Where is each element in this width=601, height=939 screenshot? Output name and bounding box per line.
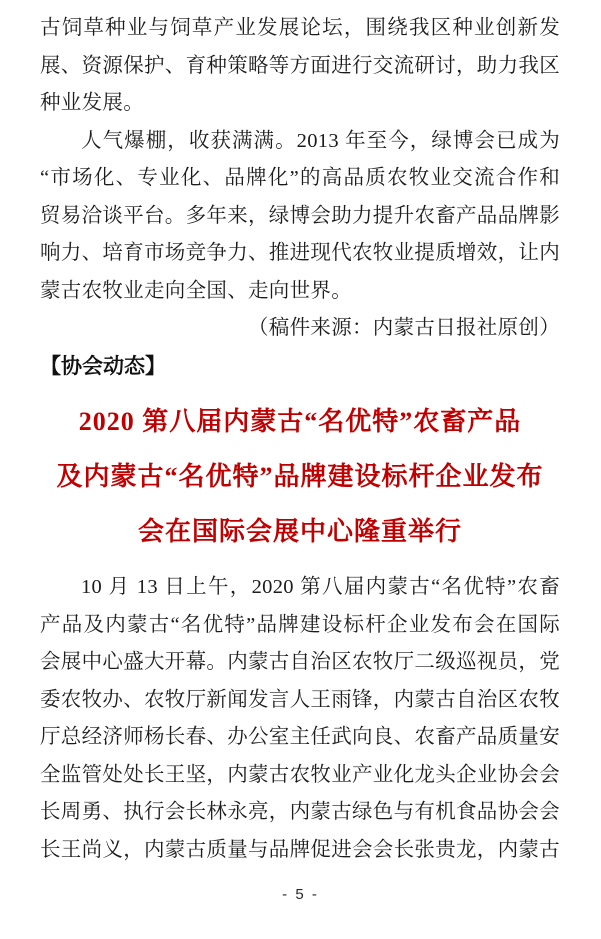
- paragraph3-line: 长王尚义，内蒙古质量与品牌促进会会长张贵龙，内蒙古: [40, 838, 560, 861]
- paragraph2-line: 人气爆棚，收获满满。2013 年至今，绿博会已成为: [81, 129, 560, 152]
- paragraph1-line: 种业发展。: [40, 92, 144, 114]
- paragraph3-line: 10 月 13 日上午，2020 第八届内蒙古“名优特”农畜: [81, 576, 560, 598]
- article-heading-line: 2020 第八届内蒙古“名优特”农畜产品: [78, 407, 522, 436]
- paragraph1-line: 古饲草种业与饲草产业发展论坛，围绕我区种业创新发: [40, 17, 560, 39]
- paragraph3-line: 厅总经济师杨长春、办公室主任武向良、农畜产品质量安: [40, 726, 560, 748]
- article-heading: [40, 394, 560, 559]
- paragraph3-line: 产品及内蒙古“名优特”品牌建设标杆企业发布会在国际: [40, 613, 560, 636]
- paragraph3-line: 委农牧办、农牧厅新闻发言人王雨锋，内蒙古自治区农牧: [40, 688, 560, 711]
- page-number: - 5 -: [282, 886, 319, 903]
- paragraph2-line: 蒙古农牧业走向全国、走向世界。: [40, 279, 352, 302]
- paragraph1-line: 展、资源保护、育种策略等方面进行交流研讨，助力我区: [40, 54, 560, 77]
- paragraph2-line: 响力、培育市场竞争力、推进现代农牧业提质增效，让内: [40, 242, 560, 264]
- article-heading-line: 及内蒙古“名优特”品牌建设标杆企业发布: [56, 462, 544, 491]
- source-attribution: （稿件来源：内蒙古日报社原创）: [248, 317, 560, 339]
- section-label: 【协会动态】: [40, 354, 166, 378]
- paragraph3-line: 长周勇、执行会长林永亮，内蒙古绿色与有机食品协会会: [40, 801, 560, 823]
- paragraph2-line: “市场化、专业化、品牌化”的高品质农牧业交流合作和: [40, 167, 560, 189]
- document-body: [40, 10, 560, 869]
- paragraph2-line: 贸易洽谈平台。多年来，绿博会助力提升农畜产品品牌影: [40, 204, 560, 227]
- paragraph3: [40, 569, 560, 869]
- paragraph3-line: 会展中心盛大开幕。内蒙古自治区农牧厅二级巡视员，党: [40, 651, 560, 673]
- paragraph3-line: 全监管处处长王坚，内蒙古农牧业产业化龙头企业协会会: [40, 763, 560, 786]
- article-heading-line: 会在国际会展中心隆重举行: [137, 517, 462, 546]
